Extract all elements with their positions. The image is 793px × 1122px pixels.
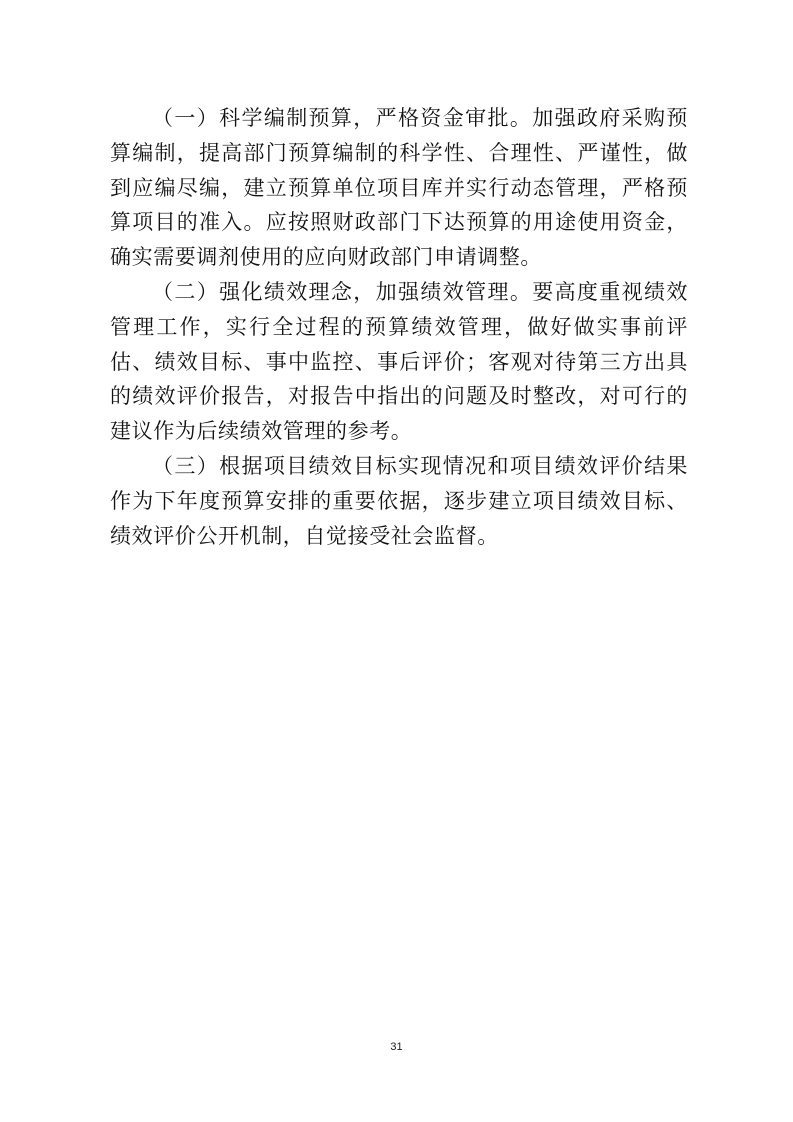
paragraph-3: （三）根据项目绩效目标实现情况和项目绩效评价结果作为下年度预算安排的重要依据，逐步建立项目绩效目标、绩效评价公开机制，自觉接受社会监督。 (110, 453, 688, 548)
paragraph-2: （二）强化绩效理念，加强绩效管理。要高度重视绩效管理工作，实行全过程的预算绩效管理，做好做实事前评估、绩效目标、事中监控、事后评价；客观对待第三方出具的绩效评价报告，对报告中指出的问题及时整改，对可行的建议作为后续绩效管理的参考。 (110, 279, 688, 444)
paragraph-1: （一）科学编制预算，严格资金审批。加强政府采购预算编制，提高部门预算编制的科学性、合理性、严谨性，做到应编尽编，建立预算单位项目库并实行动态管理，严格预算项目的准入。应按照财政部门下达预算的用途使用资金，确实需要调剂使用的应向财政部门申请调整。 (110, 106, 688, 270)
page-number: 31 (390, 1041, 403, 1053)
document-body (110, 101, 688, 553)
